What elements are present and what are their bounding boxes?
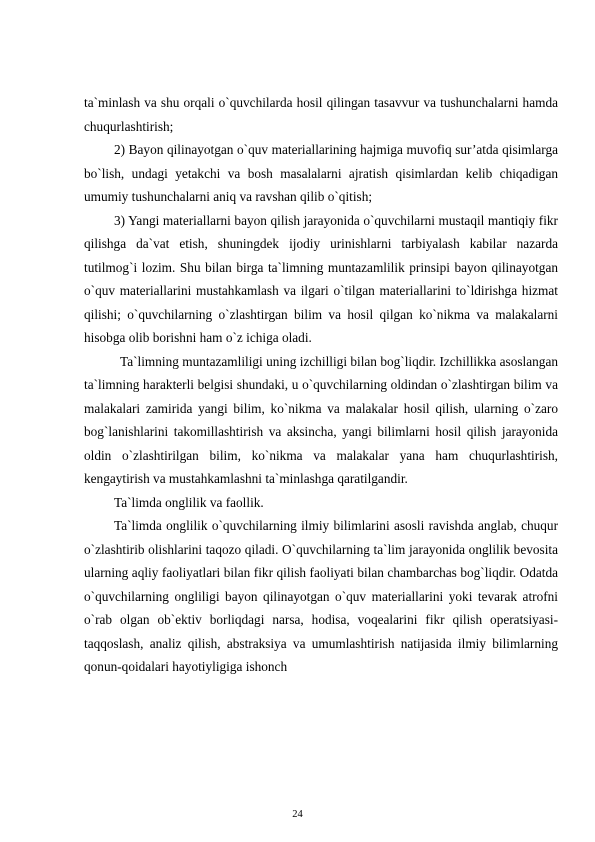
- paragraph: Ta`limning muntazamliligi uning izchilligi bilan bog`liqdir. Izchillikka asoslangan ta`limning harakterli belgisi shundaki, u o`quvchilarning oldindan o`zlashtirgan bilim va malakalari zamirida yangi bilim, ko`nikma va malakalar hosil qilish, ularning o`zaro bog`lanishlarini takomillashtirish va aksincha, yangi bilimlarni hosil qilish jarayonida oldin o`zlashtirilgan bilim, ko`nikma va malakalar yana ham chuqurlashtirish, kengaytirish va mustahkamlashni ta`minlashga qaratilgandir.: [84, 353, 558, 486]
- paragraph: 3) Yangi materiallarni bayon qilish jarayonida o`quvchilarni mustaqil mantiqiy fikr qilishga da`vat etish, shuningdek ijodiy urinishlarni tarbiyalash kabilar nazarda tutilmog`i lozim. Shu bilan birga ta`limning muntazamlilik prinsipi bayon qilinayotgan o`quv materiallarini mustahkamlash va ilgari o`tilgan materiallarini to`ldirishga hizmat qilishi; o`quvchilarning o`zlashtirgan bilim va hosil qilgan ko`nikma va malakalarni hisobga olib borishni ham o`z ichiga oladi.: [84, 212, 558, 345]
- paragraph: ta`minlash va shu orqali o`quvchilarda hosil qilingan tasavvur va tushunchalarni hamda chuqurlashtirish;: [84, 95, 558, 134]
- page-number: 24: [292, 809, 303, 820]
- page-body: [84, 91, 558, 679]
- paragraph-heading: Ta`limda onglilik va faollik.: [114, 494, 264, 510]
- paragraph: Ta`limda onglilik o`quvchilarning ilmiy bilimlarini asosli ravishda anglab, chuqur o`zlashtirib olishlarini taqozo qiladi. O`quvchilarning ta`lim jarayonida onglilik bevosita ularning aqliy faoliyatlari bilan fikr qilish faoliyati bilan chambarchas bog`liqdir. Odatda o`quvchilarning ongliligi bayon qilinayotgan o`quv materiallarini yoki tevarak atrofni o`rab olgan ob`ektiv borliqdagi narsa, hodisa, voqealarini fikr qilish operatsiyasi-taqqoslash, analiz qilish, abstraksiya va umumlashtirish natijasida ilmiy bilimlarning qonun-qoidalari hayotiyligiga ishonch: [84, 518, 558, 674]
- paragraph: 2) Bayon qilinayotgan o`quv materiallarining hajmiga muvofiq sur’atda qisimlarga bo`lish, undagi yetakchi va bosh masalalarni ajratish qisimlardan kelib chiqadigan umumiy tushunchalarni aniq va ravshan qilib o`qitish;: [84, 142, 558, 204]
